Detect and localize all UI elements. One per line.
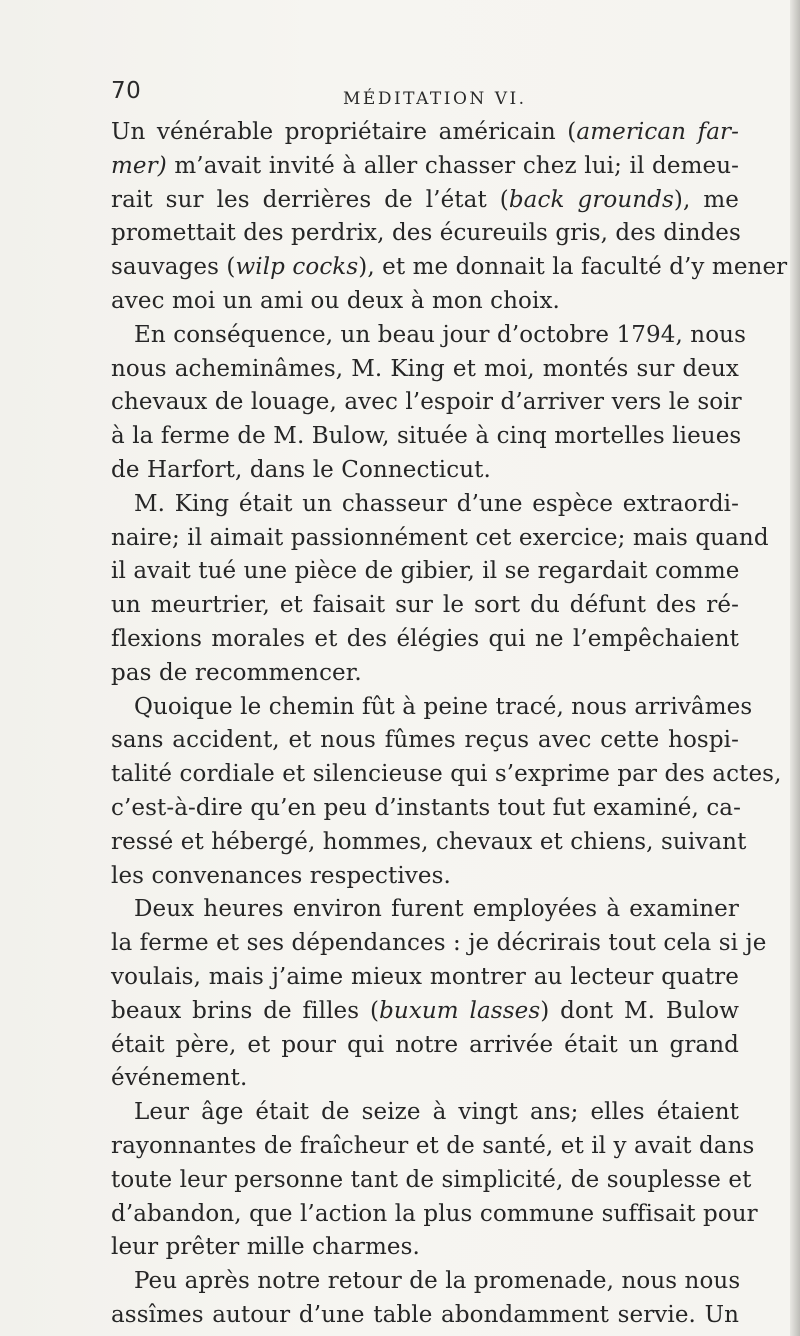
text-line: d’abandon, que l’action la plus commune suffisait pour (111, 1200, 758, 1227)
text-line: rayonnantes de fraîcheur et de santé, et il y avait dans (111, 1132, 755, 1159)
text-line: de Harfort, dans le Connecticut. (111, 456, 491, 483)
text-line: pas de recommencer. (111, 659, 362, 686)
page-header (0, 76, 800, 116)
text-line: naire; il aimait passionnément cet exercice; mais quand (111, 524, 769, 551)
text-line: Deux heures environ furent employées à examiner (134, 896, 739, 923)
text-line: il avait tué une pièce de gibier, il se regardait comme (111, 558, 740, 585)
text-line: toute leur personne tant de simplicité, de souplesse et (111, 1166, 752, 1193)
text-line: ressé et hébergé, hommes, chevaux et chiens, suivant (111, 828, 747, 855)
body-text (111, 116, 788, 1333)
text-line: événement. (111, 1065, 248, 1092)
text-line: avec moi un ami ou deux à mon choix. (111, 287, 560, 314)
text-line: nous acheminâmes, M. King et moi, montés sur deux (111, 355, 739, 382)
text-line: un meurtrier, et faisait sur le sort du défunt des ré- (111, 592, 739, 619)
page-edge-shadow (790, 0, 800, 1336)
text-line: Peu après notre retour de la promenade, nous nous (134, 1268, 741, 1295)
text-line: flexions morales et des élégies qui ne l’empêchaient (111, 625, 739, 652)
text-line: c’est-à-dire qu’en peu d’instants tout fut examiné, ca- (111, 794, 741, 821)
text-line: était père, et pour qui notre arrivée était un grand (111, 1031, 739, 1058)
text-line: promettait des perdrix, des écureuils gris, des dindes (111, 220, 741, 247)
text-line: leur prêter mille charmes. (111, 1234, 420, 1261)
text-line: les convenances respectives. (111, 862, 451, 889)
text-line: assîmes autour d’une table abondamment servie. Un (111, 1301, 739, 1328)
text-line: voulais, mais j’aime mieux montrer au lecteur quatre (111, 963, 739, 990)
text-line: mer) m’avait invité à aller chasser chez lui; il demeu- (111, 152, 739, 179)
text-line: à la ferme de M. Bulow, située à cinq mortelles lieues (111, 423, 742, 450)
text-line: Leur âge était de seize à vingt ans; elles étaient (134, 1099, 739, 1126)
text-line: beaux brins de filles (buxum lasses) dont M. Bulow (111, 997, 740, 1024)
text-line: M. King était un chasseur d’une espèce extraordi- (134, 490, 739, 517)
page-number: 70 (111, 78, 142, 104)
text-line: rait sur les derrières de l’état (back grounds), me (111, 186, 740, 213)
text-line: Un vénérable propriétaire américain (american far- (111, 119, 739, 145)
text-line: chevaux de louage, avec l’espoir d’arriver vers le soir (111, 389, 742, 416)
text-line: la ferme et ses dépendances : je décrirais tout cela si je (111, 930, 767, 957)
running-head: MÉDITATION VI. (343, 89, 527, 109)
text-line: Quoique le chemin fût à peine tracé, nous arrivâmes (134, 693, 753, 720)
text-line: talité cordiale et silencieuse qui s’exprime par des actes, (111, 761, 782, 788)
text-line: En conséquence, un beau jour d’octobre 1794, nous (134, 321, 746, 348)
text-line: sauvages (wilp cocks), et me donnait la faculté d’y mener (111, 254, 788, 281)
text-line: sans accident, et nous fûmes reçus avec cette hospi- (111, 727, 739, 754)
